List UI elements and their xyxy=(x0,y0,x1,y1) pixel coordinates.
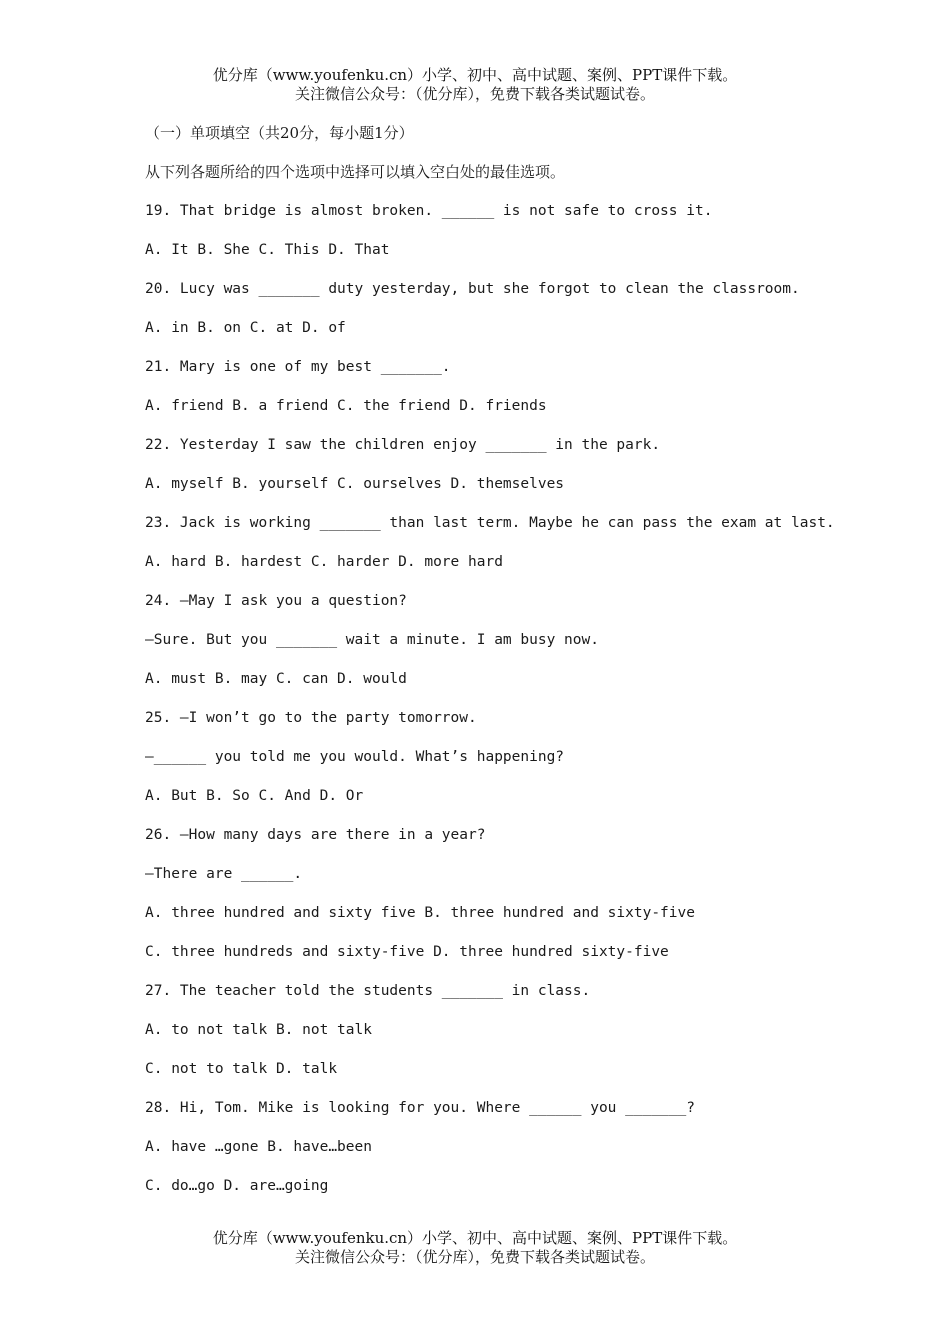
options-19: A. It B. She C. This D. That xyxy=(145,242,390,258)
options-28-cd: C. do…go D. are…going xyxy=(145,1178,329,1194)
options-27-ab: A. to not talk B. not talk xyxy=(145,1022,372,1038)
question-22: 22. Yesterday I saw the children enjoy _______ in the park. xyxy=(145,437,661,453)
question-23: 23. Jack is working _______ than last term. Maybe he can pass the exam at last. xyxy=(145,515,835,531)
question-26-reply: —There are ______. xyxy=(145,866,303,882)
question-27: 27. The teacher told the students _______ in class. xyxy=(145,983,591,999)
question-24: 24. —May I ask you a question? xyxy=(145,593,407,609)
header-line-1: 优分库（www.youfenku.cn）小学、初中、高中试题、案例、PPT课件下载。 xyxy=(212,66,738,84)
question-26: 26. —How many days are there in a year? xyxy=(145,827,486,843)
footer-line-1: 优分库（www.youfenku.cn）小学、初中、高中试题、案例、PPT课件下载。 xyxy=(212,1229,738,1247)
options-20: A. in B. on C. at D. of xyxy=(145,320,346,336)
page-footer xyxy=(0,1229,950,1267)
options-27-cd: C. not to talk D. talk xyxy=(145,1061,338,1077)
question-19: 19. That bridge is almost broken. ______ is not safe to cross it. xyxy=(145,203,713,219)
question-28: 28. Hi, Tom. Mike is looking for you. Where ______ you _______? xyxy=(145,1100,695,1116)
options-26-ab: A. three hundred and sixty five B. three hundred and sixty-five xyxy=(145,905,695,921)
options-26-cd: C. three hundreds and sixty-five D. three hundred sixty-five xyxy=(145,944,669,960)
footer-line-2: 关注微信公众号：（优分库），免费下载各类试题试卷。 xyxy=(294,1248,655,1266)
options-23: A. hard B. hardest C. harder D. more hard xyxy=(145,554,503,570)
question-25: 25. —I won’t go to the party tomorrow. xyxy=(145,710,477,726)
question-25-reply: —______ you told me you would. What’s happening? xyxy=(145,749,565,765)
question-20: 20. Lucy was _______ duty yesterday, but she forgot to clean the classroom. xyxy=(145,281,800,297)
page-header xyxy=(0,66,950,104)
question-21: 21. Mary is one of my best _______. xyxy=(145,359,451,375)
question-24-reply: —Sure. But you _______ wait a minute. I am busy now. xyxy=(145,632,599,648)
options-25: A. But B. So C. And D. Or xyxy=(145,788,364,804)
section-instruction: 从下列各题所给的四个选项中选择可以填入空白处的最佳选项。 xyxy=(145,163,566,181)
header-line-2: 关注微信公众号：（优分库），免费下载各类试题试卷。 xyxy=(294,85,655,103)
section-title: （一）单项填空（共20分，每小题1分） xyxy=(145,124,414,142)
options-22: A. myself B. yourself C. ourselves D. themselves xyxy=(145,476,565,492)
options-28-ab: A. have …gone B. have…been xyxy=(145,1139,372,1155)
options-21: A. friend B. a friend C. the friend D. friends xyxy=(145,398,547,414)
options-24: A. must B. may C. can D. would xyxy=(145,671,407,687)
